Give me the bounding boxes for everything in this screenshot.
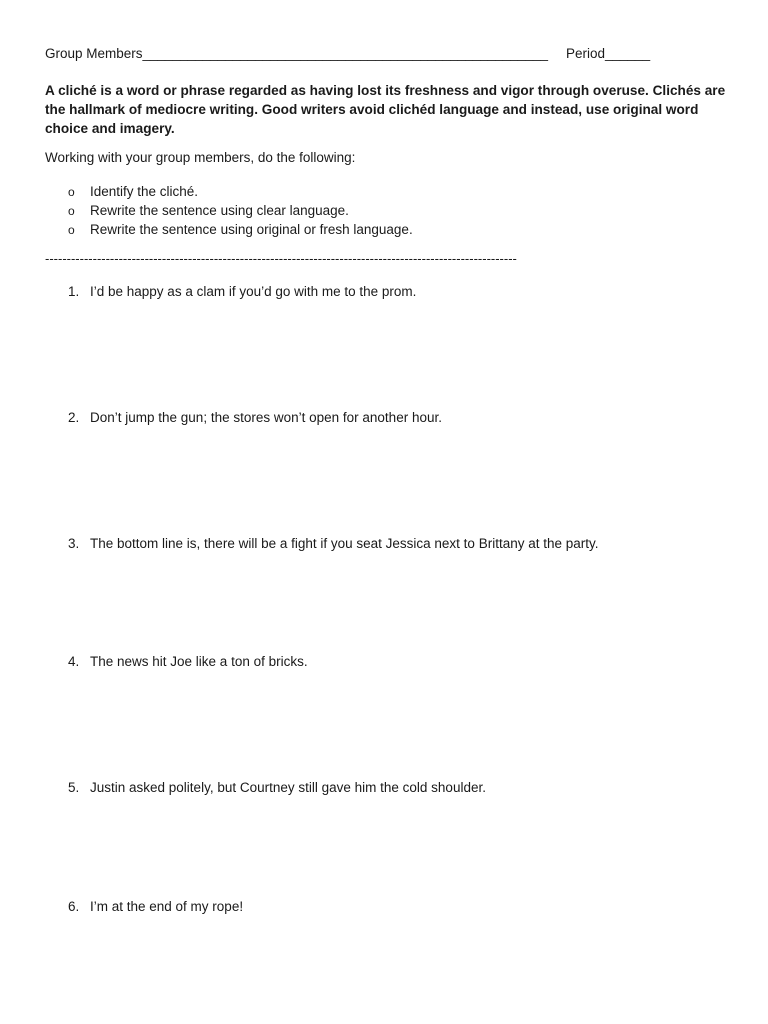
- task-text: Rewrite the sentence using original or fresh language.: [90, 222, 413, 237]
- period-field: Period______: [566, 46, 651, 61]
- task-item: [68, 182, 413, 201]
- bullet-marker: o: [68, 204, 75, 218]
- question-item: [68, 536, 599, 551]
- question-text: The news hit Joe like a ton of bricks.: [90, 654, 308, 669]
- question-number: 6.: [68, 899, 80, 914]
- instructions: Working with your group members, do the following:: [45, 150, 356, 165]
- bullet-marker: o: [68, 223, 75, 237]
- dashed-divider: -------------------------------------------------------------------------------------------------------------: [45, 251, 517, 266]
- question-number: 2.: [68, 410, 80, 425]
- question-item: [68, 780, 486, 795]
- task-list: [68, 182, 413, 239]
- cliche-definition: A cliché is a word or phrase regarded as having lost its freshness and vigor through overuse. Clichés are the hallmark of mediocre writing. Good writers avoid clichéd language and instead, use original word choice and imagery.: [45, 83, 726, 136]
- question-text: The bottom line is, there will be a fight if you seat Jessica next to Brittany at the party.: [90, 536, 599, 551]
- task-text: Rewrite the sentence using clear language.: [90, 203, 349, 218]
- question-number: 4.: [68, 654, 80, 669]
- question-text: I’m at the end of my rope!: [90, 899, 244, 914]
- question-number: 5.: [68, 780, 80, 795]
- question-text: I’d be happy as a clam if you’d go with me to the prom.: [90, 284, 417, 299]
- group-members-field: Group Members______________________________________________________: [45, 46, 548, 61]
- question-item: [68, 899, 243, 914]
- question-item: [68, 284, 416, 299]
- question-number: 3.: [68, 536, 80, 551]
- question-number: 1.: [68, 284, 80, 299]
- question-text: Don’t jump the gun; the stores won’t open for another hour.: [90, 410, 442, 425]
- question-item: [68, 410, 442, 425]
- task-text: Identify the cliché.: [90, 184, 199, 199]
- bullet-marker: o: [68, 185, 75, 199]
- question-text: Justin asked politely, but Courtney still gave him the cold shoulder.: [90, 780, 486, 795]
- task-item: [68, 220, 413, 239]
- question-item: [68, 654, 308, 669]
- task-item: [68, 201, 413, 220]
